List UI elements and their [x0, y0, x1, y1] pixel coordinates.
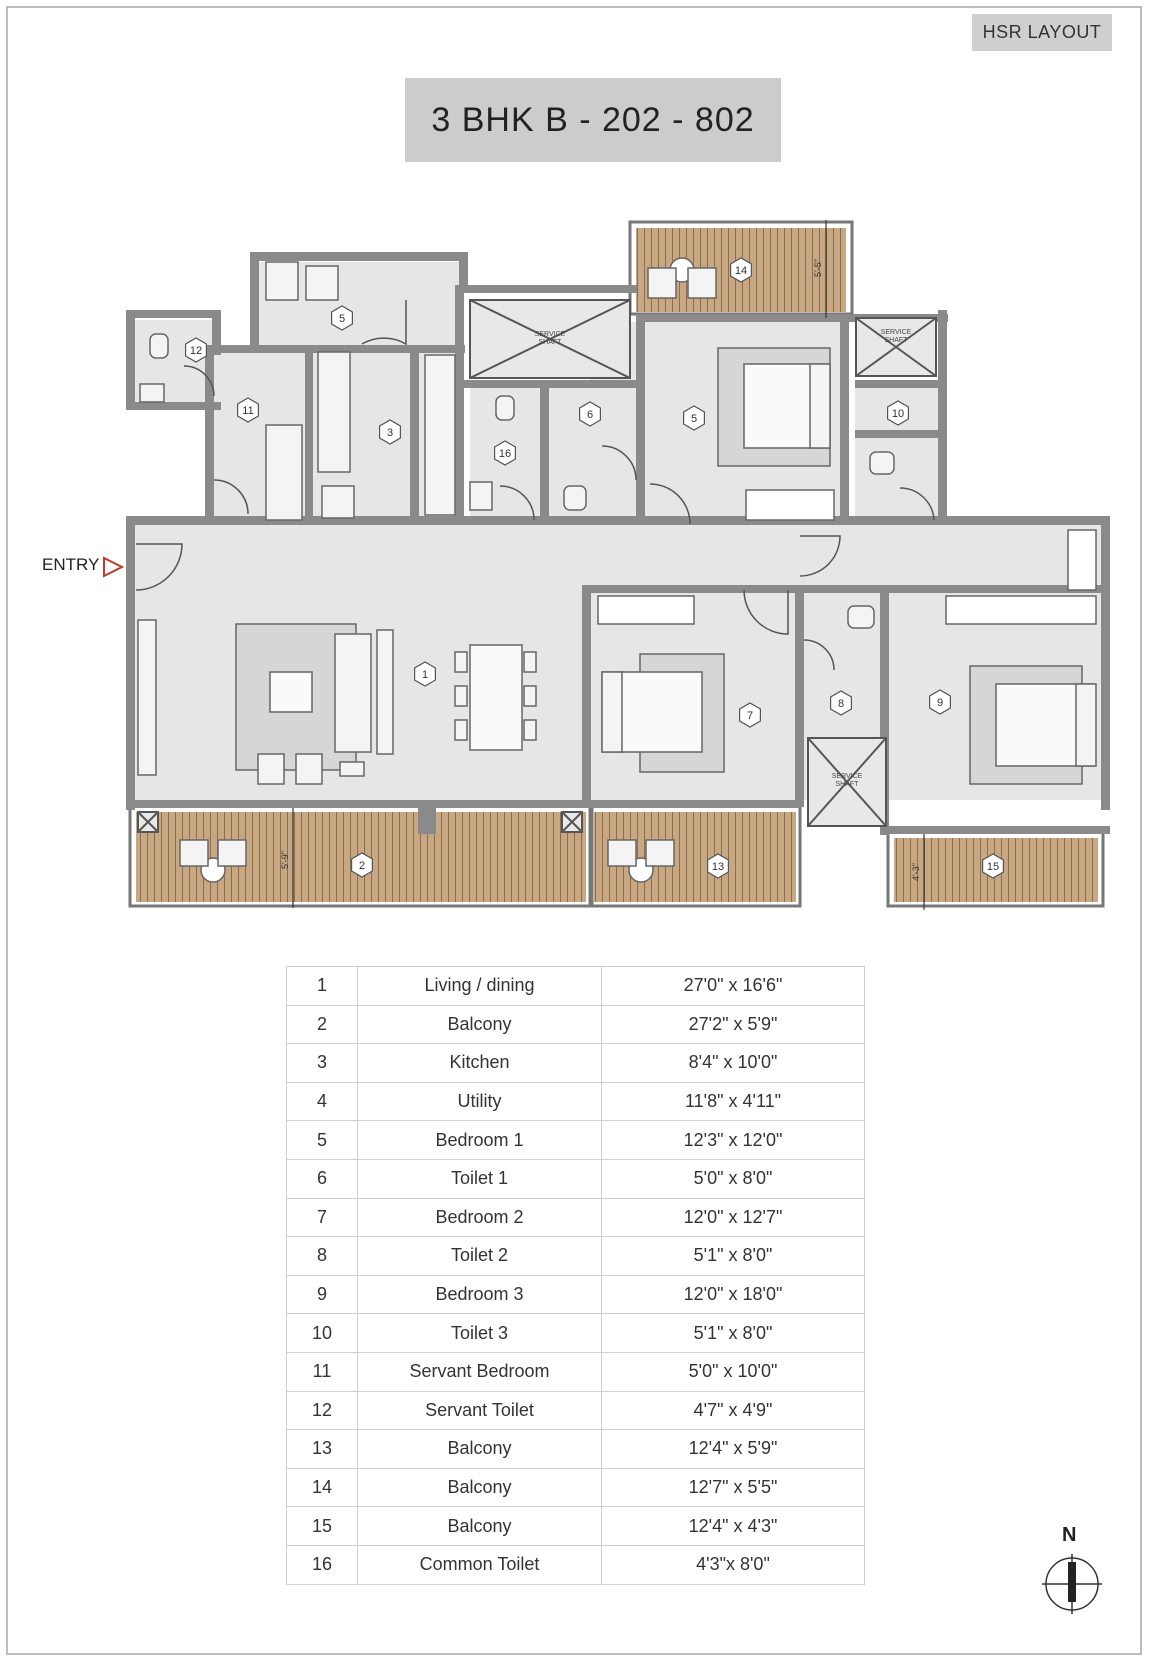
- room-number-cell: 1: [287, 967, 358, 1006]
- room-name-cell: Servant Bedroom: [358, 1352, 602, 1391]
- room-size-cell: 12'0" x 12'7": [602, 1198, 865, 1237]
- sofa: [335, 634, 371, 752]
- shaft-label-3a: SERVICE: [831, 773, 863, 780]
- room-marker-label: 5: [338, 313, 346, 325]
- shaft-label-3b: SHAFT: [835, 781, 859, 788]
- room-name-cell: Living / dining: [358, 967, 602, 1006]
- room-size-cell: 12'3" x 12'0": [602, 1121, 865, 1160]
- room-marker-label: 13: [711, 861, 725, 873]
- room-size-cell: 5'1" x 8'0": [602, 1237, 865, 1276]
- table-row: [287, 1198, 865, 1237]
- room-size-cell: 12'4" x 5'9": [602, 1430, 865, 1469]
- room-marker-label: 7: [746, 710, 754, 722]
- table-row: [287, 1082, 865, 1121]
- shaft-label-2b: SHAFT: [884, 337, 908, 344]
- coffee-table: [270, 672, 312, 712]
- room-marker-label: 9: [936, 697, 944, 709]
- layout-tag: HSR LAYOUT: [972, 14, 1112, 51]
- room-marker-label: 2: [358, 860, 366, 872]
- table-row: [287, 1545, 865, 1584]
- room-marker-label: 11: [242, 405, 254, 417]
- room-name-cell: Common Toilet: [358, 1545, 602, 1584]
- compass-icon: [1040, 1552, 1104, 1616]
- room-number-cell: 9: [287, 1275, 358, 1314]
- room-name-cell: Bedroom 2: [358, 1198, 602, 1237]
- room-name-cell: Toilet 2: [358, 1237, 602, 1276]
- toilet-12: [150, 334, 168, 358]
- dim-balcony-15: 4'-3": [911, 863, 921, 881]
- room-size-cell: 27'0" x 16'6": [602, 967, 865, 1006]
- entry-label: ENTRY: [42, 555, 100, 574]
- dim-balcony-14: 5'-5": [813, 259, 823, 277]
- room-number-cell: 12: [287, 1391, 358, 1430]
- room-marker-label: 15: [986, 861, 1000, 873]
- room-name-cell: Balcony: [358, 1005, 602, 1044]
- wardrobe-3: [946, 596, 1096, 624]
- kitchen-counter: [318, 352, 350, 472]
- dining-table: [470, 645, 522, 750]
- table-row: [287, 1314, 865, 1353]
- wardrobe-2: [598, 596, 694, 624]
- room-size-cell: 4'3"x 8'0": [602, 1545, 865, 1584]
- room-number-cell: 10: [287, 1314, 358, 1353]
- room-name-cell: Balcony: [358, 1507, 602, 1546]
- room-marker-label: 3: [386, 427, 394, 439]
- room-number-cell: 13: [287, 1430, 358, 1469]
- room-number-cell: 6: [287, 1159, 358, 1198]
- room-name-cell: Bedroom 1: [358, 1121, 602, 1160]
- table-row: [287, 967, 865, 1006]
- room-size-cell: 5'0" x 8'0": [602, 1159, 865, 1198]
- entry-arrow-icon: [104, 558, 122, 576]
- room-marker-label: 5: [690, 413, 698, 425]
- shaft-label-2a: SERVICE: [880, 329, 912, 336]
- room-size-cell: 5'1" x 8'0": [602, 1314, 865, 1353]
- room-name-cell: Bedroom 3: [358, 1275, 602, 1314]
- room-number-cell: 11: [287, 1352, 358, 1391]
- room-name-cell: Utility: [358, 1082, 602, 1121]
- table-row: [287, 1352, 865, 1391]
- north-label: N: [1062, 1524, 1077, 1546]
- toilet-16: [496, 396, 514, 420]
- room-size-cell: 27'2" x 5'9": [602, 1005, 865, 1044]
- room-name-cell: Balcony: [358, 1468, 602, 1507]
- table-row: [287, 1430, 865, 1469]
- room-name-cell: Toilet 1: [358, 1159, 602, 1198]
- room-name-cell: Servant Toilet: [358, 1391, 602, 1430]
- room-number-cell: 14: [287, 1468, 358, 1507]
- room-number-cell: 2: [287, 1005, 358, 1044]
- toilet-8: [848, 606, 874, 628]
- room-marker-label: 16: [498, 448, 512, 460]
- room-number-cell: 16: [287, 1545, 358, 1584]
- room-marker-label: 14: [734, 265, 748, 277]
- shaft-label-1b: SHAFT: [538, 339, 562, 346]
- room-size-cell: 5'0" x 10'0": [602, 1352, 865, 1391]
- dim-balcony-2: 5'-9": [280, 851, 290, 869]
- north-compass: [1040, 1524, 1104, 1618]
- table-row: [287, 1391, 865, 1430]
- shaft-label-1a: SERVICE: [534, 331, 566, 338]
- toilet-10: [870, 452, 894, 474]
- table-row: [287, 1159, 865, 1198]
- table-row: [287, 1275, 865, 1314]
- room-name-cell: Toilet 3: [358, 1314, 602, 1353]
- table-row: [287, 1507, 865, 1546]
- table-row: [287, 1468, 865, 1507]
- room-name-cell: Kitchen: [358, 1044, 602, 1083]
- room-number-cell: 5: [287, 1121, 358, 1160]
- tv-unit: [138, 620, 156, 775]
- room-marker-label: 12: [189, 345, 203, 357]
- room-schedule-table: [286, 966, 865, 1585]
- table-row: [287, 1237, 865, 1276]
- room-size-cell: 8'4" x 10'0": [602, 1044, 865, 1083]
- room-number-cell: 15: [287, 1507, 358, 1546]
- table-row: [287, 1005, 865, 1044]
- toilet-6: [564, 486, 586, 510]
- room-marker-label: 1: [421, 669, 429, 681]
- room-marker-label: 10: [891, 408, 905, 420]
- room-size-cell: 4'7" x 4'9": [602, 1391, 865, 1430]
- room-size-cell: 11'8" x 4'11": [602, 1082, 865, 1121]
- room-size-cell: 12'0" x 18'0": [602, 1275, 865, 1314]
- room-marker-label: 8: [837, 698, 845, 710]
- plan-title: 3 BHK B - 202 - 802: [405, 78, 781, 162]
- room-size-cell: 12'7" x 5'5": [602, 1468, 865, 1507]
- wardrobe-1: [746, 490, 834, 520]
- room-number-cell: 8: [287, 1237, 358, 1276]
- room-marker-label: 6: [586, 409, 594, 421]
- room-name-cell: Balcony: [358, 1430, 602, 1469]
- room-size-cell: 12'4" x 4'3": [602, 1507, 865, 1546]
- table-row: [287, 1121, 865, 1160]
- room-number-cell: 7: [287, 1198, 358, 1237]
- room-number-cell: 3: [287, 1044, 358, 1083]
- table-row: [287, 1044, 865, 1083]
- room-number-cell: 4: [287, 1082, 358, 1121]
